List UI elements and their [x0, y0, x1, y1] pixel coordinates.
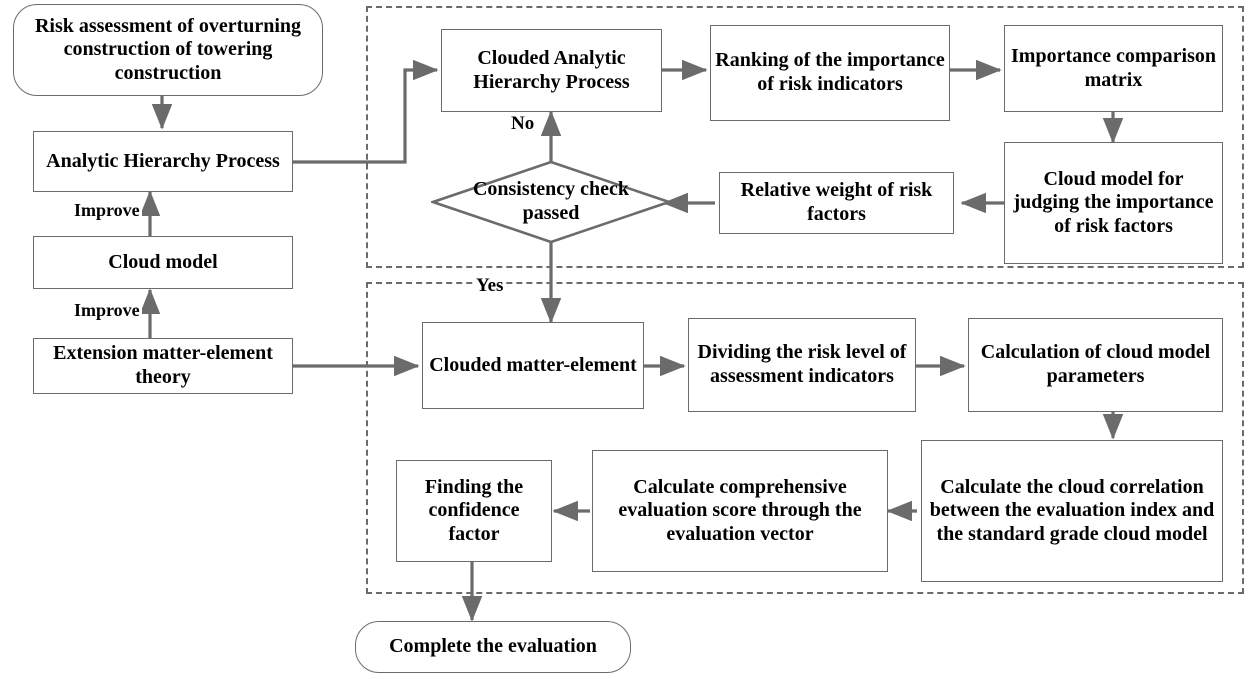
- node-clouded-analytic-hierarchy-process: Clouded Analytic Hierarchy Process: [441, 29, 662, 112]
- consistency-label: Consistency check passed: [472, 178, 630, 224]
- node-clouded-matter-element: Clouded matter-element: [422, 322, 644, 409]
- node-ranking-of-importance: Ranking of the importance of risk indicators: [710, 25, 950, 121]
- edge-label-yes: Yes: [476, 275, 504, 296]
- edge-label-improve-1: Improve: [74, 200, 140, 220]
- node-analytic-hierarchy-process: Analytic Hierarchy Process: [33, 131, 293, 192]
- node-calculate-comprehensive-score: Calculate comprehensive evaluation score through the evaluation vector: [592, 450, 888, 572]
- node-title: Risk assessment of overturning construction of towering construction: [13, 4, 323, 96]
- node-dividing-risk-level: Dividing the risk level of assessment indicators: [688, 318, 916, 412]
- node-cloud-model: Cloud model: [33, 236, 293, 289]
- node-complete-the-evaluation: Complete the evaluation: [355, 621, 631, 673]
- node-cloud-model-judging-importance: Cloud model for judging the importance of risk factors: [1004, 142, 1223, 264]
- edge-label-no: No: [511, 113, 535, 134]
- node-calculate-cloud-correlation: Calculate the cloud correlation between the evaluation index and the standard grade cloud model: [921, 440, 1223, 582]
- node-consistency-check-passed: [431, 160, 671, 244]
- node-calculation-cloud-model-parameters: Calculation of cloud model parameters: [968, 318, 1223, 412]
- node-relative-weight-of-risk-factors: Relative weight of risk factors: [719, 172, 954, 234]
- node-finding-confidence-factor: Finding the confidence factor: [396, 460, 552, 562]
- node-extension-matter-element-theory: Extension matter-element theory: [33, 338, 293, 394]
- edge-label-improve-2: Improve: [74, 300, 140, 320]
- node-importance-comparison-matrix: Importance comparison matrix: [1004, 25, 1223, 112]
